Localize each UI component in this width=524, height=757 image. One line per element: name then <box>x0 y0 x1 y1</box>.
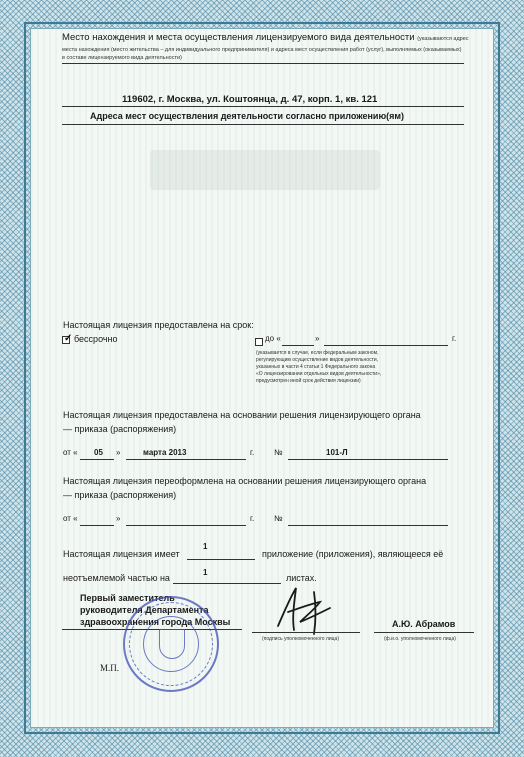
term-label: Настоящая лицензия предоставлена на срок: <box>63 320 254 330</box>
address-appendix-note: Адреса мест осуществления деятельности согласно приложению(ям) <box>90 111 405 121</box>
reissue-month-line <box>126 525 246 526</box>
until-year: г. <box>452 334 457 343</box>
basis-year-suffix: г. <box>250 448 255 457</box>
perpetual-label: бессрочно <box>74 334 118 344</box>
basis-number-prefix: № <box>274 448 283 457</box>
reissue-label-1: Настоящая лицензия переоформлена на основании решения лицензирующего органа <box>63 476 427 486</box>
appendix-count-line <box>187 559 255 560</box>
reissue-label-2: — приказа (распоряжения) <box>63 490 177 500</box>
header-divider <box>62 63 464 64</box>
until-date-line <box>324 345 448 346</box>
address-note-underline <box>62 124 464 125</box>
basis-from-prefix: от « <box>63 448 78 457</box>
reissue-number-line <box>288 525 448 526</box>
appendix-line2-suffix: листах. <box>286 573 317 583</box>
appendix-sheets: 1 <box>203 568 208 577</box>
name-caption: (ф.и.о. уполномоченного лица) <box>384 636 456 642</box>
reissue-from-prefix: от « <box>63 514 78 523</box>
seal-place-label: М.П. <box>100 663 120 673</box>
until-note-2: регулирующим осуществление видов деятельности, <box>256 357 379 363</box>
seal-center <box>143 616 199 672</box>
basis-day: 05 <box>94 448 103 457</box>
official-seal <box>123 596 219 692</box>
appendix-count: 1 <box>203 542 208 551</box>
appendix-sheets-line <box>173 583 281 584</box>
signer-position-2: руководителя Департамента <box>80 605 209 615</box>
name-underline <box>374 632 474 633</box>
basis-number: 101-Л <box>326 448 348 457</box>
basis-label-2: — приказа (распоряжения) <box>63 424 177 434</box>
until-note-4: «О лицензировании отдельных видов деятельности», <box>256 371 382 377</box>
until-prefix: до « <box>265 334 281 343</box>
coat-of-arms-icon <box>159 629 185 659</box>
appendix-line1-suffix: приложение (приложения), являющееся её <box>262 549 444 559</box>
reissue-close-quote: » <box>116 514 121 523</box>
location-note-line3: в составе лицензируемого вида деятельности) <box>62 55 182 61</box>
until-note-5: предусмотрен иной срок действия лицензии) <box>256 378 361 384</box>
location-heading-note: (указываются адрес <box>417 36 469 42</box>
location-heading <box>62 32 469 43</box>
basis-number-line <box>288 459 448 460</box>
basis-month-line <box>126 459 246 460</box>
reissue-number-prefix: № <box>274 514 283 523</box>
appendix-line1-prefix: Настоящая лицензия имеет <box>63 549 180 559</box>
basis-month-year: марта 2013 <box>143 448 187 457</box>
background-watermark <box>150 150 380 190</box>
address-underline <box>62 106 464 107</box>
until-mid: » <box>315 334 320 343</box>
basis-day-line <box>80 459 114 460</box>
basis-label-1: Настоящая лицензия предоставлена на основании решения лицензирующего органа <box>63 410 421 420</box>
signature-caption: (подпись уполномоченного лица) <box>262 636 339 642</box>
signer-name: А.Ю. Абрамов <box>392 619 456 629</box>
until-note-3: указанных в части 4 статьи 1 Федерального закона <box>256 364 376 370</box>
reissue-year-suffix: г. <box>250 514 255 523</box>
address-value: 119602, г. Москва, ул. Коштоянца, д. 47, корп. 1, кв. 121 <box>122 94 378 105</box>
handwritten-signature <box>270 582 340 638</box>
until-note-1: (указывается в случае, если федеральным законом, <box>256 350 379 356</box>
appendix-line2-prefix: неотъемлемой частью на <box>63 573 170 583</box>
perpetual-checkbox[interactable] <box>62 333 73 344</box>
signer-position-1: Первый заместитель <box>80 593 175 603</box>
signature-line <box>252 632 360 633</box>
signer-position-3: здравоохранения города Москвы <box>80 617 231 627</box>
until-day-line <box>282 345 314 346</box>
location-note-line2: места нахождения (место жительства – для индивидуального предпринимателя) и адреса мест осуществления работ (услуг), выполняемых (оказываемых) <box>62 47 462 53</box>
until-checkbox[interactable] <box>255 338 263 346</box>
location-heading-text: Место нахождения и места осуществления лицензируемого вида деятельности <box>62 32 415 43</box>
reissue-day-line <box>80 525 114 526</box>
basis-close-quote: » <box>116 448 121 457</box>
check-mark-icon: ✓ <box>64 333 73 344</box>
